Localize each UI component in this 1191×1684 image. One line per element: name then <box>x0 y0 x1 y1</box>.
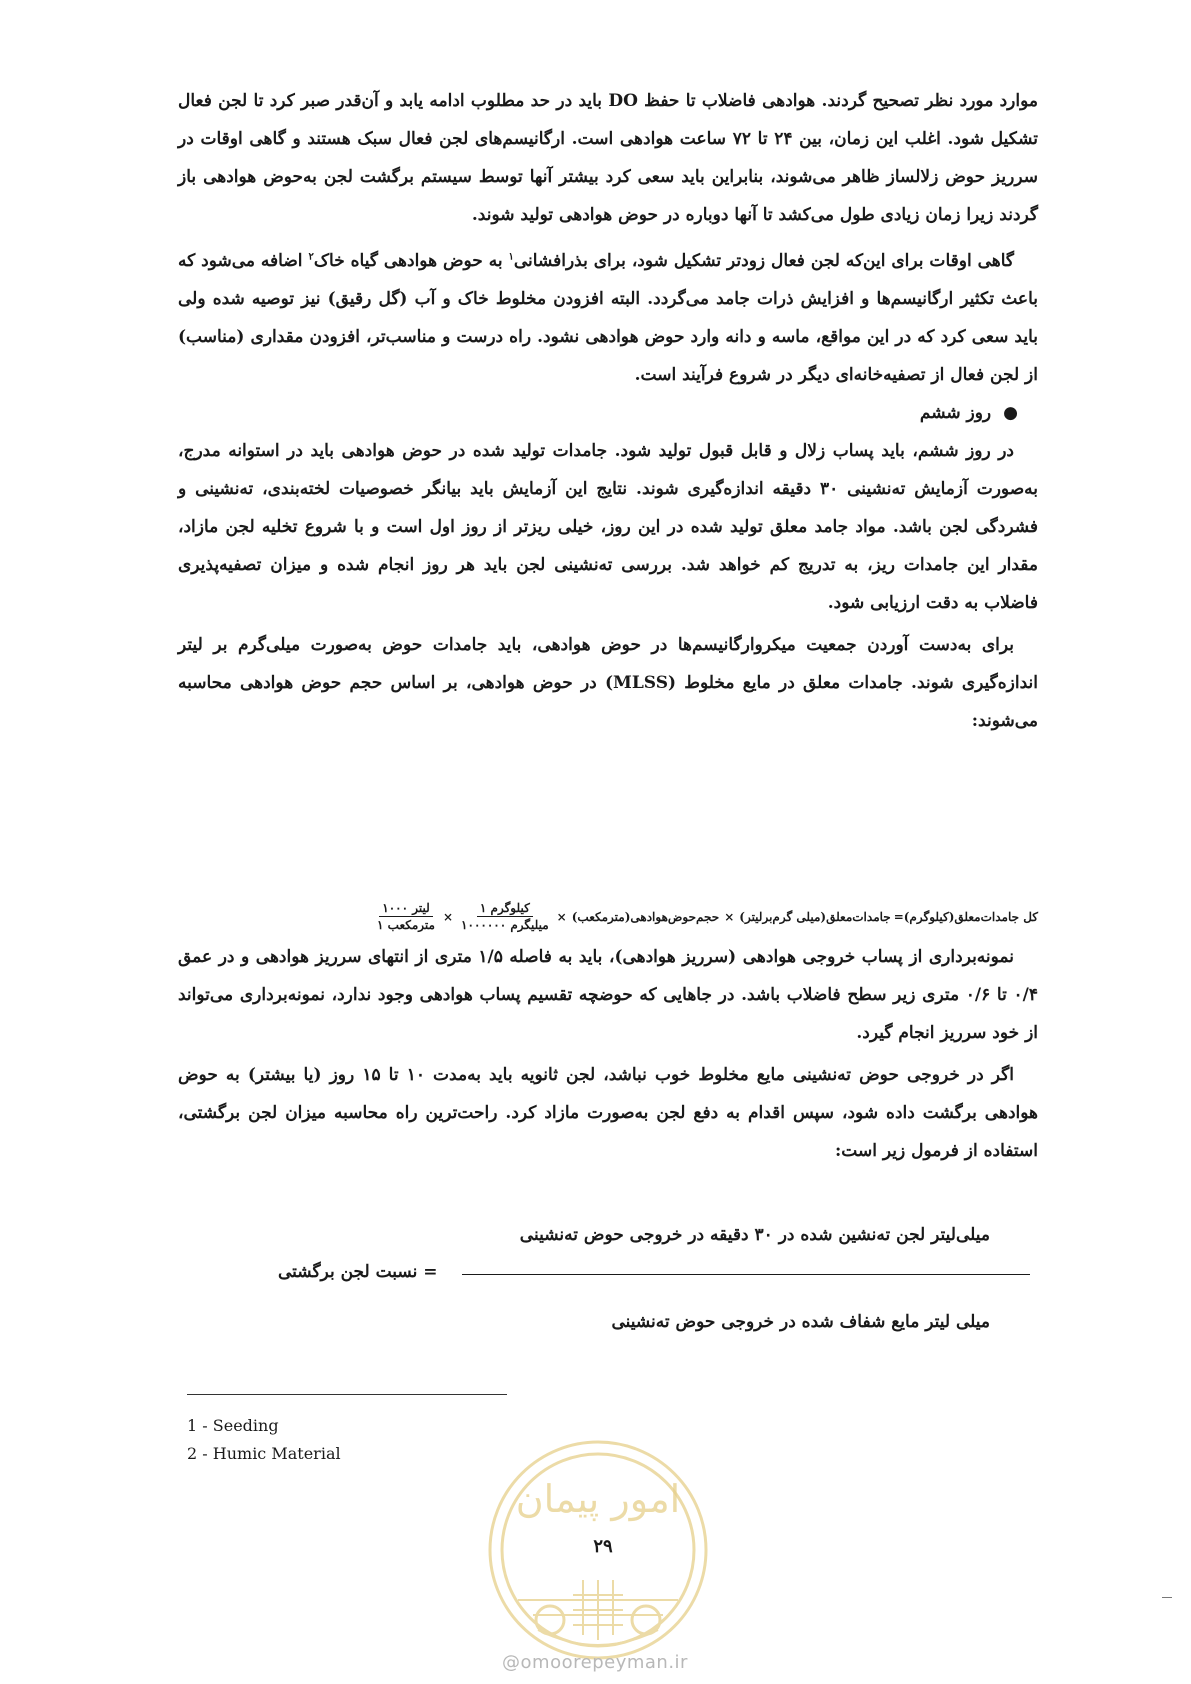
ratio-fraction-line <box>462 1274 1030 1275</box>
paragraph-4: برای به‌دست آوردن جمعیت میکروارگانیسم‌ها در حوض هوادهی، باید جامدات حوض به‌صورت میلی‌گرم بر لیتر اندازه‌گیری شوند. جامدات معلق در مایع مخلوط (MLSS) در حوض هوادهی، بر اساس حجم حوض هوادهی محاسبه می‌شوند: <box>178 635 1038 731</box>
seeding-text-2: به حوض هوادهی گیاه خاک <box>313 251 509 271</box>
fraction-2-numerator: لیتر ۱۰۰۰ <box>379 900 432 917</box>
paragraph-3: در روز ششم، باید پساب زلال و قابل قبول تولید شود. جامدات تولید شده در حوض هوادهی باید در استوانه مدرج، به‌صورت آزمایش ته‌نشینی ۳۰ دقیقه اندازه‌گیری شوند. نتایج این آزمایش باید بیانگر خصوصیات لخته‌بندی، ته‌نشینی و فشردگی لجن باشد. مواد جامد معلق تولید شده در این روز، خیلی ریزتر از روز اول است و با شروع تخلیه لجن مازاد، مقدار این جامدات ریز، به تدریج کم خواهد شد. بررسی ته‌نشینی لجن باید هر روز انجام شده و میزان تصفیه‌پذیری فاضلاب به دقت ارزیابی شود. <box>178 441 1039 613</box>
bullet-heading-text: روز ششم <box>919 403 992 423</box>
paragraph-6: اگر در خروجی حوض ته‌نشینی مایع مخلوط خوب نباشد، لجن ثانویه باید به‌مدت ۱۰ تا ۱۵ روز (یا بیشتر) به حوض هوادهی برگشت داده شود، سپس اقدام به دفع لجن به‌صورت مازاد کرد. راحت‌ترین راه محاسبه میزان لجن برگشتی، استفاده از فرمول زیر است: <box>178 1065 1038 1161</box>
footnote-ref-1[interactable]: ۱ <box>508 251 514 263</box>
footnote-2: 2 - Humic Material <box>187 1444 341 1463</box>
ratio-numerator: میلی‌لیتر لجن ته‌نشین شده در ۳۰ دقیقه در خروجی حوض ته‌نشینی <box>519 1225 990 1245</box>
mlss-formula <box>178 900 1038 933</box>
lower-text <box>178 938 1038 1170</box>
fraction-2-denominator: مترمکعب ۱ <box>377 918 435 932</box>
ratio-denominator: میلی لیتر مایع شفاف شده در خروجی حوض ته‌نشینی <box>611 1312 990 1332</box>
page-number: ۲۹ <box>593 1536 613 1557</box>
formula-times-3: × <box>442 909 454 924</box>
edge-mark <box>1162 1597 1172 1598</box>
paragraph-seeding <box>178 242 1038 394</box>
formula-fraction-1 <box>458 900 552 933</box>
seeding-text-1: گاهی اوقات برای این‌که لجن فعال زودتر تشکیل شود، برای بذرافشانی <box>513 251 1015 271</box>
formula-times-2: × <box>556 909 567 924</box>
footnote-ref-2[interactable]: ۲ <box>308 251 314 263</box>
formula-fraction-2 <box>374 900 438 933</box>
site-watermark[interactable]: @omoorepeyman.ir <box>502 1652 688 1673</box>
main-text <box>178 82 1038 740</box>
bullet-icon: ● <box>1003 403 1018 423</box>
formula-times-1: × <box>724 909 735 924</box>
formula-term-2: حجم‌حوض‌هوادهی(مترمکعب) <box>571 909 720 924</box>
fraction-1-numerator: کیلوگرم ۱ <box>477 900 533 917</box>
paragraph-2: اضافه می‌شود که باعث تکثیر ارگانیسم‌ها و افزایش ذرات جامد می‌گردد. البته افزودن مخلوط خاک و آب (گل رقیق) نیز توصیه شده ولی باید سعی کرد که در این مواقع، ماسه و دانه وارد حوض هوادهی نشود. راه درست و مناسب‌تر، افزودن مقداری (مناسب) از لجن فعال از تصفیه‌خانه‌ای دیگر در شروع فرآیند است. <box>178 251 1038 385</box>
formula-lhs: کل جامدات‌معلق(کیلوگرم)= <box>893 909 1038 924</box>
ratio-label: = نسبت لجن برگشتی <box>278 1262 438 1282</box>
watermark-text: امور پیمان <box>515 1477 681 1521</box>
footnote-1: 1 - Seeding <box>187 1416 279 1435</box>
paragraph-5: نمونه‌برداری از پساب خروجی هوادهی (سرریز هوادهی)، باید به فاصله ۱/۵ متری از انتهای سرریز هوادهی و در عمق ۰/۴ تا ۰/۶ متری زیر سطح فاضلاب باشد. در جاهایی که حوضچه تقسیم پساب هوادهی وجود ندارد، نمونه‌برداری می‌تواند از خود سرریز انجام گیرد. <box>178 947 1038 1043</box>
paragraph-1: موارد مورد نظر تصحیح گردند. هوادهی فاضلاب تا حفظ DO باید در حد مطلوب ادامه یابد و آن‌قدر صبر کرد تا لجن فعال تشکیل شود. اغلب این زمان، بین ۲۴ تا ۷۲ ساعت هوادهی است. ارگانیسم‌های لجن فعال سبک هستند و گاهی اوقات در سرریز حوض زلالساز ظاهر می‌شوند، بنابراین باید سعی کرد بیشتر آنها توسط سیستم برگشت لجن به‌حوض هوادهی باز گردند زیرا زمان زیادی طول می‌کشد تا آنها دوباره در حوض هوادهی تولید شوند. <box>178 91 1038 225</box>
footnote-divider <box>187 1394 507 1395</box>
formula-term-1: جامدات‌معلق(میلی گرم‌بر‌لیتر) <box>739 909 891 924</box>
fraction-1-denominator: میلیگرم ۱۰۰۰۰۰۰ <box>461 918 549 932</box>
bullet-heading <box>178 394 1038 432</box>
